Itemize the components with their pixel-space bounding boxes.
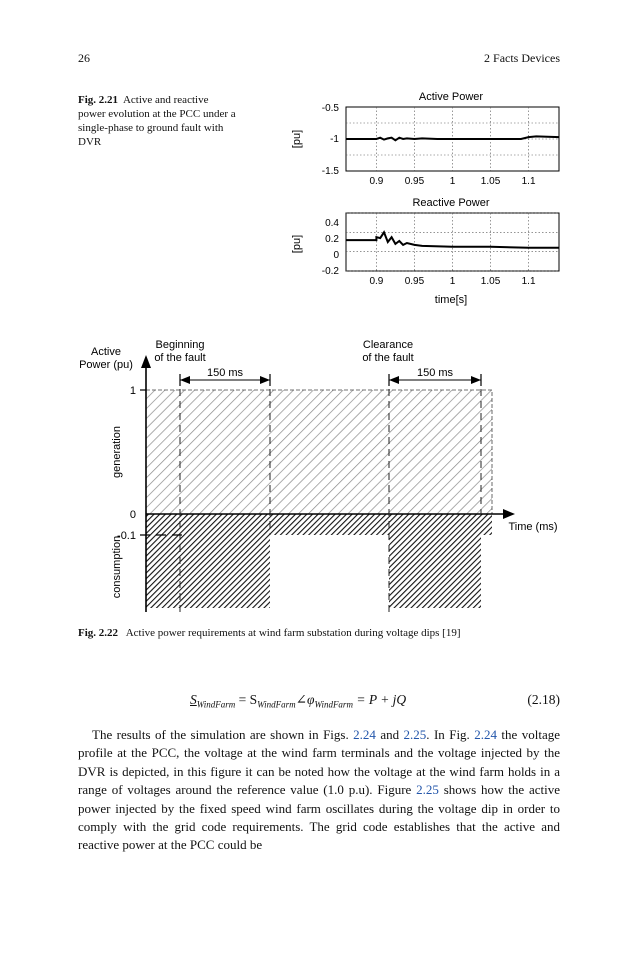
- active-power-ytick: -0.5: [321, 103, 339, 114]
- reactive-power-xlabel: time[s]: [434, 294, 468, 306]
- x-tick-label: 1.05: [480, 176, 501, 187]
- active-power-title: Active Power: [418, 91, 484, 103]
- span-1-label: 150 ms: [206, 367, 244, 379]
- equation-lhs-sub: WindFarm: [196, 699, 236, 710]
- active-power-ylabel: [pu]: [291, 129, 303, 149]
- x-tick-label: 0.95: [404, 276, 425, 287]
- equation-lhs: S: [190, 692, 197, 707]
- body-text-segment: shows how the active power injected by the fixed speed wind farm oscillates during the voltage dip in order to comply with the grid code requirements. The grid code establishes that the active and reactive power at the PCC could be: [78, 782, 560, 853]
- tick-1-label: 1: [129, 385, 136, 397]
- reactive-power-ytick: 0.4: [325, 218, 339, 229]
- body-text-segment: The results of the simulation are shown in Figs.: [92, 727, 354, 742]
- equation-angle-sub: WindFarm: [314, 699, 353, 710]
- beginning-label-line1: Beginning: [155, 339, 205, 351]
- consumption-band: [146, 514, 492, 535]
- span-2-label: 150 ms: [416, 367, 454, 379]
- body-paragraph: [78, 726, 560, 855]
- clearance-label-line1: Clearance: [362, 339, 414, 351]
- figure-link[interactable]: 2.24: [353, 727, 376, 742]
- y-axis-label-line2: Power (pu): [79, 359, 133, 371]
- figure-link[interactable]: 2.25: [416, 782, 439, 798]
- x-tick-label: 1.1: [521, 176, 536, 187]
- tick-m01-label: -0.1: [117, 530, 136, 542]
- figure-link[interactable]: 2.25: [403, 727, 427, 742]
- figure-2-22-caption-text: Active power requirements at wind farm substation during voltage dips [19]: [125, 627, 461, 639]
- x-tick-label: 0.9: [369, 276, 384, 287]
- reactive-power-ylabel: [pu]: [291, 234, 303, 254]
- body-text-segment: . In Fig.: [426, 727, 475, 742]
- generation-area: [146, 390, 492, 514]
- equation-mid: = S: [238, 692, 258, 707]
- x-tick-label: 1: [449, 276, 456, 287]
- figure-2-21-label: Fig. 2.21: [78, 94, 119, 106]
- reactive-power-title: Reactive Power: [412, 197, 490, 209]
- tick-0-label: 0: [129, 509, 136, 521]
- body-text-segment: the voltage profile at the PCC, the voltage at the wind farm terminals and the voltage injected by the DVR is depicted, in this figure it can be noted how the voltage at the wind farm holds in a range of voltages around the reference value (1.0 p.u). Figure: [78, 727, 560, 798]
- equation-2-18: [190, 692, 406, 710]
- consumption-label: consumption: [111, 535, 123, 599]
- running-head: 2 Facts Devices: [484, 51, 560, 65]
- x-tick-label: 0.9: [369, 176, 384, 187]
- y-axis-arrow: [141, 355, 151, 368]
- figure-2-21-caption-text: Active and reactive power evolution at the PCC under a single-phase to ground fault with DVR: [78, 94, 236, 148]
- equation-number: (2.18): [527, 692, 560, 707]
- figure-link[interactable]: 2.24: [474, 727, 497, 742]
- equation-rhs: = P + jQ: [356, 692, 407, 707]
- x-tick-label: 0.95: [404, 176, 425, 187]
- x-tick-label: 1: [449, 176, 456, 187]
- fault-consumption-block-2: [389, 535, 481, 608]
- x-tick-label: 1.05: [480, 276, 501, 287]
- active-power-ytick: -1: [330, 134, 339, 145]
- beginning-label-line2: of the fault: [154, 352, 206, 364]
- active-power-ytick: -1.5: [321, 166, 339, 177]
- equation-mid-sub: WindFarm: [257, 699, 296, 710]
- x-axis-arrow: [503, 509, 515, 519]
- x-tick-label: 1.1: [521, 276, 536, 287]
- x-axis-label: Time (ms): [508, 521, 558, 533]
- clearance-label-line2: of the fault: [362, 352, 414, 364]
- y-axis-label-line1: Active: [91, 346, 121, 358]
- equation-angle: ∠φ: [295, 692, 315, 707]
- reactive-power-ytick: 0: [333, 250, 339, 261]
- figure-2-22-label: Fig. 2.22: [78, 627, 119, 639]
- reactive-power-ytick: -0.2: [321, 266, 339, 277]
- reactive-power-ytick: 0.2: [325, 234, 339, 245]
- generation-label: generation: [111, 426, 123, 478]
- figure-2-22-caption: [78, 627, 461, 639]
- fault-consumption-block-1: [146, 535, 270, 608]
- page-number: 26: [78, 51, 90, 65]
- body-text-segment: and: [375, 727, 404, 742]
